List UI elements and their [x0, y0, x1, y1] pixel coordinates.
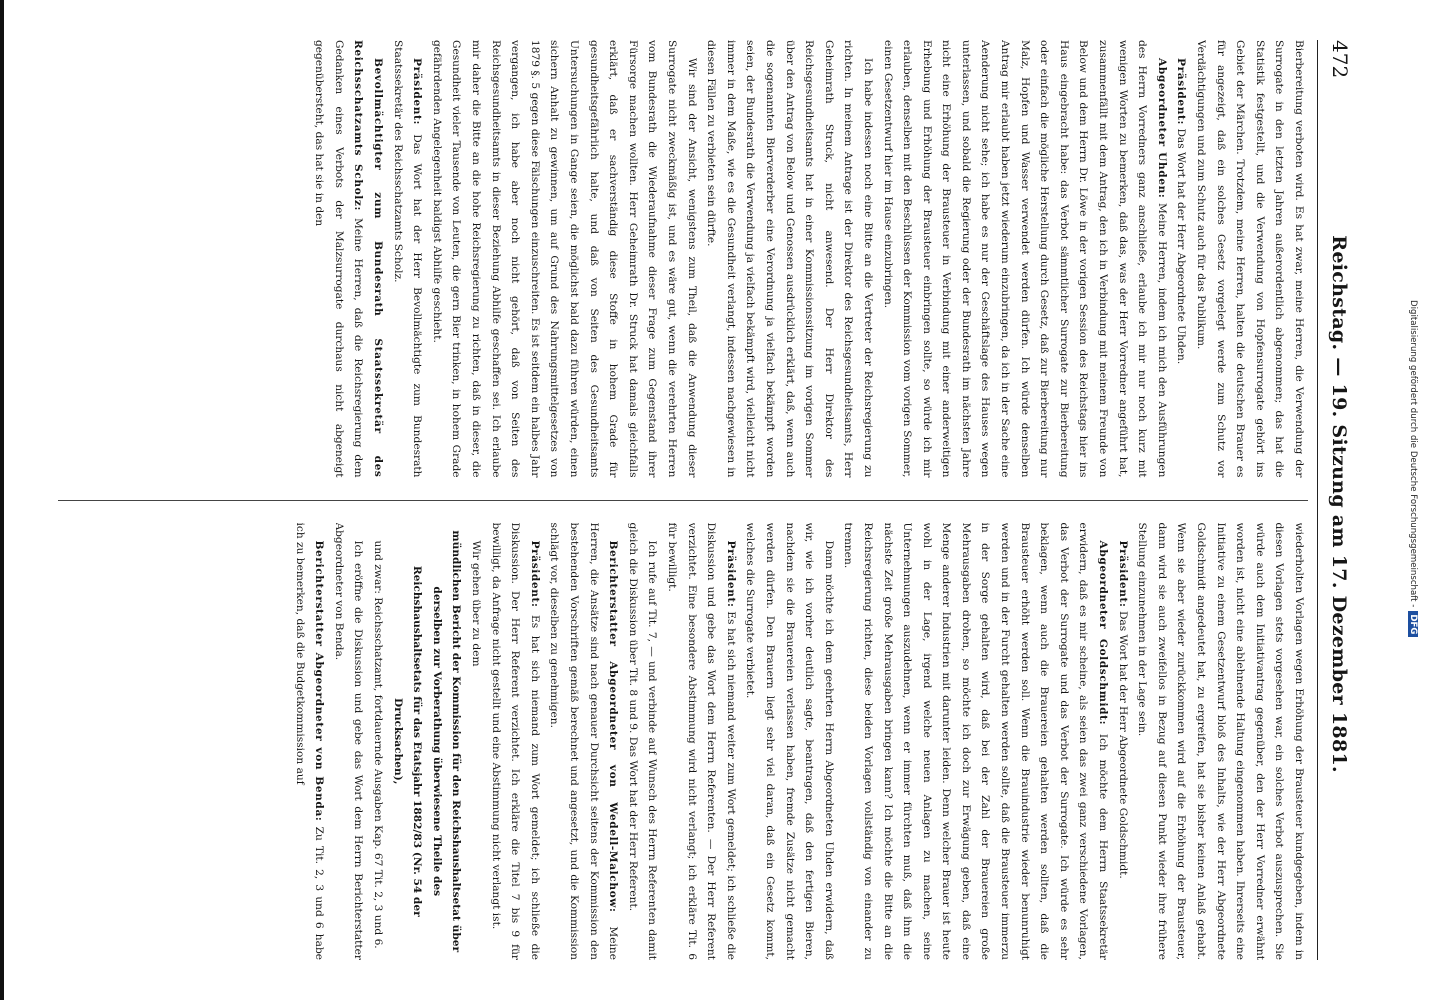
speech-paragraph	[289, 523, 328, 961]
speech-paragraph	[838, 523, 1112, 961]
speech-text: Das Wort hat der Herr Abgeordnete Goldschmidt.	[1116, 610, 1129, 879]
speech-paragraph	[1112, 523, 1132, 961]
page-number: 472	[1328, 40, 1352, 79]
speech-paragraph	[1171, 40, 1191, 478]
speaker-name: Präsident:	[528, 540, 541, 608]
speech-text: Das Wort hat der Herr Bevollmächtigte zum Bundesrath Staatssekretär des Reichsschatzamts Scholz.	[391, 40, 424, 478]
speaker-name: Präsident:	[1116, 540, 1129, 608]
speech-text: Ich möchte dem Herrn Staatssekretär erwidern, daß es mir scheine, als seien das zwei ganz verschiedene Vorlagen, das Verbot der Surrogate und das Verbot der Surrogate. Ich würde es sehr beklagen, wenn auch die Brauereien gehalten werden sollten, daß die Brausteuer erhöht werden soll. Wenn die Brauindustrie wieder benunruhigt werden und in der Furcht gehalten werden sollte, daß die Brausteuer immerzu in der Sorge gehalten wird, daß bei der Zahl der Brauereien große Mehrausgaben drohen, so möchte ich doch zur Erwägung geben, daß eine Menge anderer Industrien mit darunter leiden. Denn welcher Brauer ist heute wohl in der Lage, irgend welche neuen Anlagen zu machen, seine Unternehmungen auszudehnen, wenn er immer fürchten muß, daß ihm die nächste Zeit große Mehrausgaben bringen kann? Ich möchte die Bitte an die Reichsregierung richten, diese beiden Vorlagen vollständig von einander zu trennen.	[842, 522, 1110, 960]
speech-paragraph	[877, 40, 1171, 478]
body-paragraph: Wir gehen über zu dem	[470, 540, 483, 667]
newspaper-page	[12, 0, 1392, 1000]
speaker-name: Berichterstatter Abgeordneter von Benda:	[313, 540, 326, 822]
digitization-credit	[1408, 300, 1418, 637]
speech-paragraph	[485, 523, 544, 961]
running-head: Reichstag. — 19. Sitzung am 17. Dezember 1881.	[1328, 235, 1350, 773]
body-paragraph: wiederholten Vorlagen wegen Erhöhung der Brausteuer kundgegeben, indem in diesen Vorlagen stets vorgesehen war, ein solches Verbot auszusprechen. Sie würde auch dem Initiativantrag gegenüber, den der Herr Vorredner erwähnt worden ist, nicht eine ablehnende Haltung eingenommen haben. Ihrerseits eine Initiative zu einem Gesetzentwurf bloß des Inhalts, wie der Herr Abgeordnete Goldschmidt angedeutet hat, zu ergreifen, hat sie bisher keinen Anlaß gehabt. Wenn sie aber wieder zurückkommen wird auf die Erhöhung der Brausteuer, dann wird sie auch zweifellos in Bezug auf diesen Punkt wieder ihre frühere Stellung einzunehmen in der Lage sein.	[1136, 522, 1305, 960]
body-paragraph: und zwar: Reichsschatzamt, fortdauernde Ausgaben Kap. 67 Tit. 2, 3 und 6.	[372, 540, 385, 949]
text-column-left	[58, 40, 1308, 478]
speaker-name: Abgeordneter Goldschmidt:	[1097, 540, 1110, 726]
body-paragraph: Ich rufe auf Tit. 7, — und verbinde auf Wunsch des Herrn Referenten damit gleich die Diskussion über Tit. 8 und 9. Das Wort hat der Herr Referent.	[626, 522, 659, 960]
text-columns	[58, 40, 1308, 960]
speech-paragraph	[661, 523, 739, 961]
speech-text: Das Wort hat der Herr Abgeordnete Uhden.	[1175, 128, 1188, 365]
speaker-name: Bevollmächtigter zum Bundesrath Staatssekretär des Reichsschatzamts Scholz:	[352, 40, 385, 478]
page-header	[1317, 40, 1352, 960]
body-paragraph: Wir sind der Ansicht, wenigstens zum Theil, daß die Anwendung dieser Surrogate nicht zweckmäßig ist, und es wäre gut, wenn die verehrten Herren vom Bundesrath die Wiederaufnahme dieser Frage zum Gegenstand ihrer Fürsorge machen wollten. Herr Geheimrath Dr. Struck hat damals gleichfalls erklärt, daß er sachverständig diese Stoffe in hohem Grade für gesundheitsgefährlich halte, und daß von Seiten des Gesundheitsamts Untersuchungen in Gange seien, die möglichst bald dazu führen würden, einen sichern Anhalt zu gewinnen, um auf Grund des Nahrungsmittelgesetzes von 1879 §. 5 gegen diese Fälschungen einzuschreiten. Es ist seitdem ein halbes Jahr vergangen, ich habe aber noch nicht gehört, daß von Seiten des Reichsgesundheitsamts in dieser Beziehung Abhilfe geschaffen sei. Ich erlaube mir daher die Bitte an die hohe Reichsregierung zu richten, daß in dieser, die Gesundheit vieler Tausende von Leuten, die gern Bier trinken, in hohem Grade gefährdenden Angelegenheit baldigst Abhilfe geschieht.	[430, 40, 698, 478]
speech-paragraph	[309, 40, 387, 478]
scan-edge-left	[0, 0, 4, 1000]
credit-text: Digitalisierung gefördert durch die Deutsche Forschungsgemeinschaft -	[1408, 300, 1418, 608]
body-paragraph: Ich eröffne die Diskussion und gebe das Wort dem Herrn Berichterstatter Abgeordneter von Benda.	[332, 522, 365, 960]
speech-text: Meine Herren, daß die Reichsregierung dem Gedanken eines Verbots der Malzsurrogate durchaus nicht abgeneigt gegenübersteht, das hat sie in den	[313, 40, 365, 478]
speech-text: Es hat sich niemand zum Wort gemeldet; ich schließe die Diskussion. Der Herr Referent verzichtet. Ich erkläre die Titel 7 bis 9 für bewilligt, da Anfrage nicht gestellt und eine Abstimmung nicht verlangt ist.	[489, 522, 541, 960]
speech-paragraph	[544, 523, 622, 961]
body-paragraph: Bierbereitung verboten wird. Es hat zwar, meine Herren, die Verwendung der Surrogate in den letzten Jahren außerordentlich abgenommen; das hat die Statistik festgestellt, und die Verwendung von Hopfensurrogate gehört ins Gebiet der Märchen. Trotzdem, meine Herren, halten die deutschen Brauer es für angezeigt, daß ein solches Gesetz vorgelegt werde zum Schutz vor Verdächtigungen und zum Schutz auch für das Publikum.	[1195, 40, 1305, 478]
speech-text: Meine Herren, die Ansätze sind nach genauer Durchsicht seitens der Kommission den bestehenden Vorschriften gemäß berechnet und angesetzt, und die Kommission schlägt vor, dieselben zu genehmigen.	[548, 522, 620, 960]
body-paragraph: Ich habe indessen noch eine Bitte an die Vertreter der Reichsregierung zu richten. In meinem Antrage ist der Direktor des Reichsgesundheitsamts, Herr Geheimrath Struck, nicht anwesend. Der Herr Direktor des Reichsgesundheitsamts hat in einer Kommissionssitzung im vorigen Sommer über den Antrag von Below und Genossen ausdrücklich erklärt, daß, wenn auch die sogenannten Bierverderber eine Verordnung ja vielfach bekämpft worden seien, der Bundesrath die Verwendung ja vielfach bekämpft wird, vielleicht nicht immer in dem Maße, wie es die Gesundheit verlangt, indessen nachgewiesen in diesen Fällen zu verbieten sein dürfte.	[705, 40, 874, 478]
agenda-heading: mündlichen Bericht der Kommission für den Reichshaushaltsetat über derselben zur Vorberathung überwiesene Theile des Reichshaushaltsetats für das Etatsjahr 1882/83 (Nr. 54 der Drucksachen),	[391, 530, 463, 953]
speaker-name: Präsident:	[411, 58, 424, 126]
speaker-name: Berichterstatter Abgeordneter von Wedell-Malchow:	[607, 540, 620, 913]
speaker-name: Präsident:	[1175, 58, 1188, 126]
speaker-name: Abgeordneter Uhden:	[1155, 58, 1168, 199]
speech-paragraph	[387, 40, 426, 478]
body-paragraph: Dann möchte ich dem geehrten Herrn Abgeordneten Uhden erwidern, daß wir, wie ich vorher deutlich sagte, beantragen, daß den fertigen Bieren, nachdem sie die Brauereien verlassen haben, fremde Zusätze nicht gemacht werden dürfen. Den Brauern liegt sehr viel daran, daß ein Gesetz kommt, welches die Surrogate verbietet.	[744, 522, 835, 960]
speech-text: Es hat sich niemand weiter zum Wort gemeldet; ich schließe die Diskussion und gebe das Wort dem Herrn Referenten. — Der Herr Referent verzichtet. Eine besondere Abstimmung wird nicht verlangt; ich erkläre Tit. 6 für bewilligt.	[666, 522, 737, 960]
speech-text: Zu Tit. 2, 3 und 6 habe ich zu bemerken, daß die Budgetkommission auf	[293, 522, 326, 960]
speech-text: Meine Herren, indem ich mich den Ausführungen des Herrn Vorredners ganz anschließe, erlaube ich mir nur noch kurz mit wenigen Worten zu bemerken, daß das, was der Herr Vorredner angeführt hat, zusammenfällt mit dem Antrag, den ich in Verbindung mit meinem Freunde von Below und dem Herrn Dr. Löwe in der vorigen Session des Reichstags hier ins Haus eingebracht habe: das Verbot sämmtlicher Surrogate zur Bierbereitung oder einfach die mögliche Herstellung durch Gesetz, daß zur Bierbereitung nur Malz, Hopfen und Wasser verwendet werden dürfen. Ich würde denselben Antrag mir erlaubt haben jetzt wiederum einzubringen, da ich in der Sache eine Aenderung nicht sehe; ich habe es nur der Geschäftslage des Hauses wegen unterlassen, und sobald die Regierung oder der Bundesrath im nächsten Jahre nicht eine Erhöhung der Brausteuer in Verbindung mit einer anderweitigen Erhebung und Erhöhung der Brausteuer einbringen sollte, so würde ich mir erlauben, denselben mit den Beschlüssen der Kommission vom vorigen Sommer, einen Gesetzentwurf hier im Hause einzubringen.	[881, 40, 1168, 478]
speaker-name: Präsident:	[724, 540, 737, 608]
column-divider	[58, 500, 1308, 501]
dfg-logo: DFG	[1408, 611, 1418, 637]
text-column-right	[58, 523, 1308, 961]
